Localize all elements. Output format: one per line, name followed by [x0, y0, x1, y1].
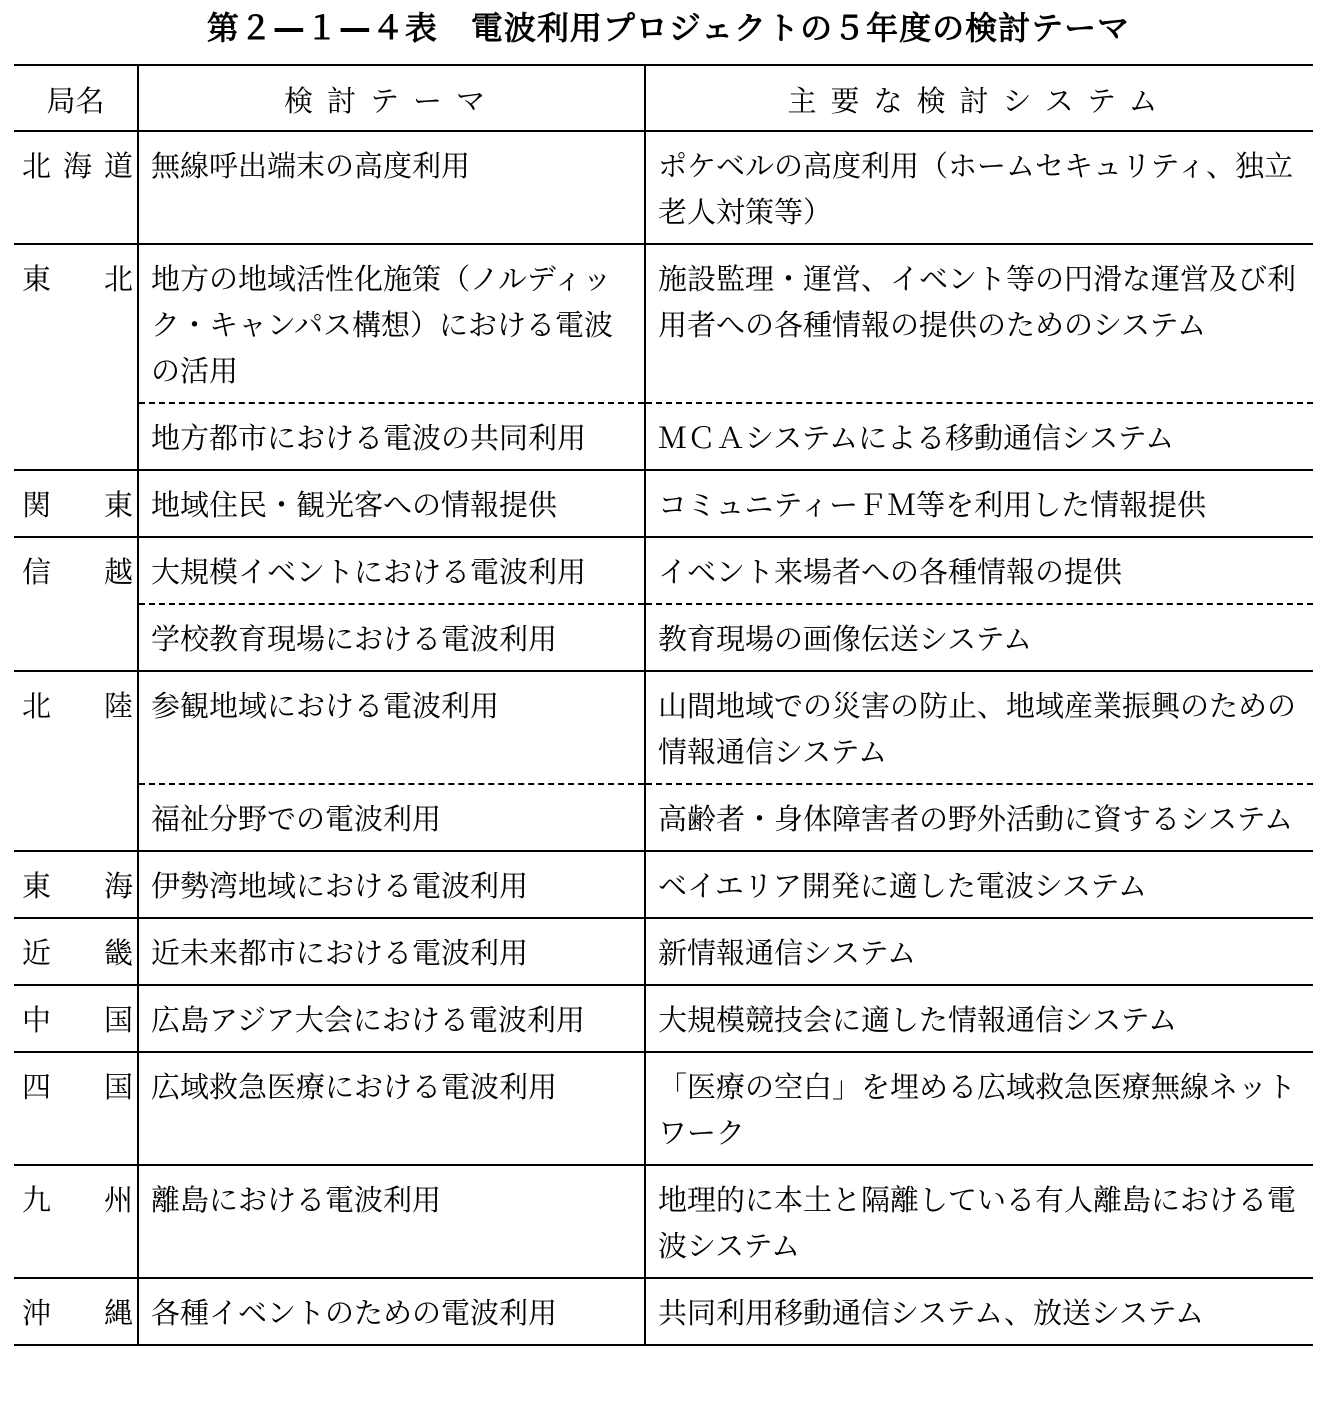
system-cell: 共同利用移動通信システム、放送システム: [645, 1278, 1313, 1345]
theme-cell: 広域救急医療における電波利用: [138, 1052, 645, 1165]
theme-cell: 福祉分野での電波利用: [138, 784, 645, 851]
table-row: [14, 131, 1313, 244]
system-cell: イベント来場者への各種情報の提供: [645, 537, 1313, 604]
header-system: 主要な検討システム: [645, 65, 1313, 131]
table-row: [14, 537, 1313, 604]
theme-cell: 地方都市における電波の共同利用: [138, 403, 645, 470]
theme-cell: 地方の地域活性化施策（ノルディック・キャンパス構想）における電波の活用: [138, 244, 645, 403]
theme-cell: 地域住民・観光客への情報提供: [138, 470, 645, 537]
table-row: [14, 851, 1313, 918]
bureau-cell: 沖縄: [14, 1278, 138, 1345]
system-cell: 地理的に本土と隔離している有人離島における電波システム: [645, 1165, 1313, 1278]
table-row: [14, 918, 1313, 985]
theme-cell: 広島アジア大会における電波利用: [138, 985, 645, 1052]
theme-cell: 無線呼出端末の高度利用: [138, 131, 645, 244]
header-theme: 検討テーマ: [138, 65, 645, 131]
table-row: [14, 671, 1313, 784]
table-title: 第２—１—４表 電波利用プロジェクトの５年度の検討テーマ: [206, 9, 1131, 47]
table-row: [14, 470, 1313, 537]
theme-cell: 参観地域における電波利用: [138, 671, 645, 784]
bureau-cell: 近畿: [14, 918, 138, 985]
bureau-cell: 関東: [14, 470, 138, 537]
system-cell: 施設監理・運営、イベント等の円滑な運営及び利用者への各種情報の提供のためのシステム: [645, 244, 1313, 403]
theme-cell: 大規模イベントにおける電波利用: [138, 537, 645, 604]
bureau-cell: 中国: [14, 985, 138, 1052]
system-cell: ベイエリア開発に適した電波システム: [645, 851, 1313, 918]
theme-cell: 伊勢湾地域における電波利用: [138, 851, 645, 918]
bureau-cell: 北海道: [14, 131, 138, 244]
header-bureau: 局名: [14, 65, 138, 131]
table-row: [14, 1278, 1313, 1345]
theme-cell: 近未来都市における電波利用: [138, 918, 645, 985]
bureau-cell: 信越: [14, 537, 138, 671]
bureau-cell: 北陸: [14, 671, 138, 851]
table-row: [14, 403, 1313, 470]
system-cell: 新情報通信システム: [645, 918, 1313, 985]
theme-cell: 学校教育現場における電波利用: [138, 604, 645, 671]
system-cell: 山間地域での災害の防止、地域産業振興のための情報通信システム: [645, 671, 1313, 784]
bureau-cell: 九州: [14, 1165, 138, 1278]
table-body: [14, 131, 1313, 1345]
bureau-cell: 東海: [14, 851, 138, 918]
system-cell: 教育現場の画像伝送システム: [645, 604, 1313, 671]
system-cell: 「医療の空白」を埋める広域救急医療無線ネットワーク: [645, 1052, 1313, 1165]
theme-cell: 各種イベントのための電波利用: [138, 1278, 645, 1345]
bureau-cell: 東北: [14, 244, 138, 470]
table-header: [14, 65, 1313, 131]
table-row: [14, 1165, 1313, 1278]
system-cell: ポケベルの高度利用（ホームセキュリティ、独立老人対策等）: [645, 131, 1313, 244]
system-cell: 大規模競技会に適した情報通信システム: [645, 985, 1313, 1052]
system-cell: ＭＣＡシステムによる移動通信システム: [645, 403, 1313, 470]
header-row: [14, 65, 1313, 131]
system-cell: コミュニティーＦＭ等を利用した情報提供: [645, 470, 1313, 537]
table-row: [14, 244, 1313, 403]
table-row: [14, 1052, 1313, 1165]
system-cell: 高齢者・身体障害者の野外活動に資するシステム: [645, 784, 1313, 851]
theme-cell: 離島における電波利用: [138, 1165, 645, 1278]
table-row: [14, 784, 1313, 851]
bureau-cell: 四国: [14, 1052, 138, 1165]
table-row: [14, 985, 1313, 1052]
table-row: [14, 604, 1313, 671]
theme-table: [14, 64, 1313, 1346]
